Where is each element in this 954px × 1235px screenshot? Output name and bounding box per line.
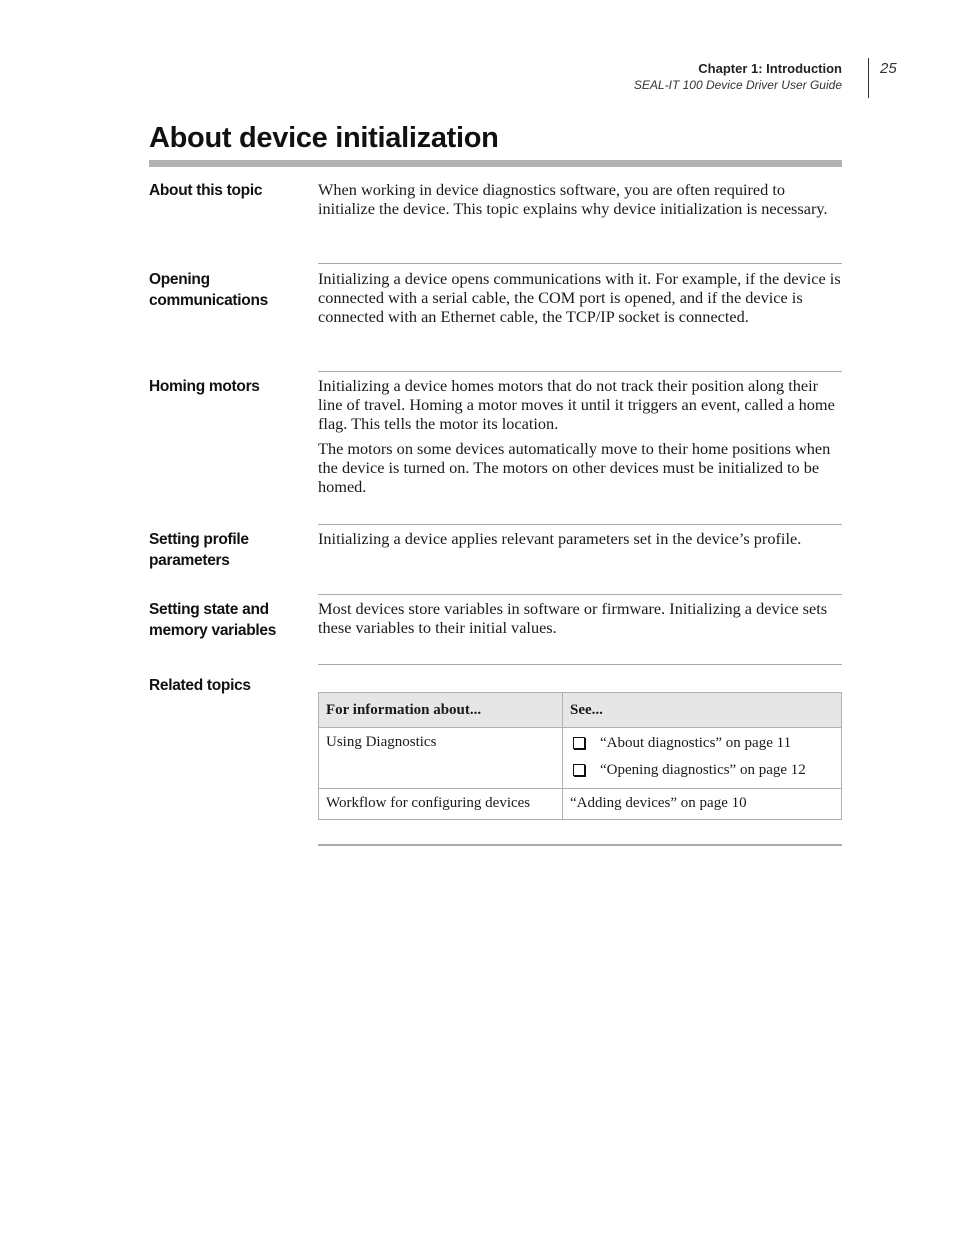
cross-reference-link[interactable]: “Adding devices” on page 10 <box>570 795 747 811</box>
section-divider <box>318 263 842 264</box>
paragraph: The motors on some devices automatically move to their home positions when the device is turned on. The motors on other devices must be initialized to be homed. <box>318 439 831 496</box>
page-title: About device initialization <box>149 122 499 154</box>
table-row <box>319 789 842 820</box>
section-divider <box>318 371 842 372</box>
column-header-topic: For information about... <box>319 693 563 728</box>
section-divider <box>318 594 842 595</box>
paragraph: Initializing a device applies relevant parameters set in the device’s profile. <box>318 529 802 548</box>
section-label-setting-profile-parameters: Setting profile parameters <box>149 531 249 569</box>
section-label-about-this-topic: About this topic <box>149 182 263 199</box>
section-label-setting-state-memory-variables: Setting state and memory variables <box>149 601 277 639</box>
section-end-divider <box>318 844 842 846</box>
topic-cell: Workflow for configuring devices <box>319 789 563 820</box>
see-cell <box>563 789 842 820</box>
see-list-item <box>570 734 834 752</box>
column-header-see: See... <box>563 693 842 728</box>
header-divider <box>868 58 869 98</box>
checkbox-icon <box>573 764 585 776</box>
page-number: 25 <box>880 60 897 77</box>
guide-title: SEAL-IT 100 Device Driver User Guide <box>633 78 842 92</box>
paragraph: Initializing a device homes motors that do not track their position along their line of travel. Homing a motor moves it until it triggers an event, called a home flag. This tells the motor its location. <box>318 376 835 433</box>
section-label-related-topics: Related topics <box>149 677 251 694</box>
see-list-item <box>570 761 834 779</box>
paragraph: Most devices store variables in software or firmware. Initializing a device sets these variables to their initial values. <box>318 599 828 637</box>
paragraph: Initializing a device opens communications with it. For example, if the device is connected with a serial cable, the COM port is opened, and if the device is connected with an Ethernet cable, the TCP/IP socket is connected. <box>318 269 841 326</box>
checkbox-icon <box>573 737 585 749</box>
section-divider <box>318 524 842 525</box>
cross-reference-link[interactable]: “About diagnostics” on page 11 <box>600 735 792 751</box>
table-row <box>319 728 842 789</box>
section-label-homing-motors: Homing motors <box>149 378 260 395</box>
related-topics-table <box>318 692 842 820</box>
section-body-setting-profile-parameters <box>318 530 842 549</box>
section-divider <box>318 664 842 665</box>
section-body-about-this-topic <box>318 181 842 219</box>
section-label-opening-communications: Opening communications <box>149 271 268 309</box>
chapter-title: Chapter 1: Introduction <box>698 61 842 76</box>
section-body-homing-motors <box>318 377 842 497</box>
section-body-setting-state-memory-variables <box>318 600 842 638</box>
title-underline-bar <box>149 160 842 167</box>
table-header-row <box>319 693 842 728</box>
see-cell <box>563 728 842 789</box>
paragraph: When working in device diagnostics software, you are often required to initialize the device. This topic explains why device initialization is necessary. <box>318 180 828 218</box>
topic-cell: Using Diagnostics <box>319 728 563 789</box>
running-header <box>634 60 842 93</box>
section-body-opening-communications <box>318 270 842 326</box>
cross-reference-link[interactable]: “Opening diagnostics” on page 12 <box>600 762 806 778</box>
